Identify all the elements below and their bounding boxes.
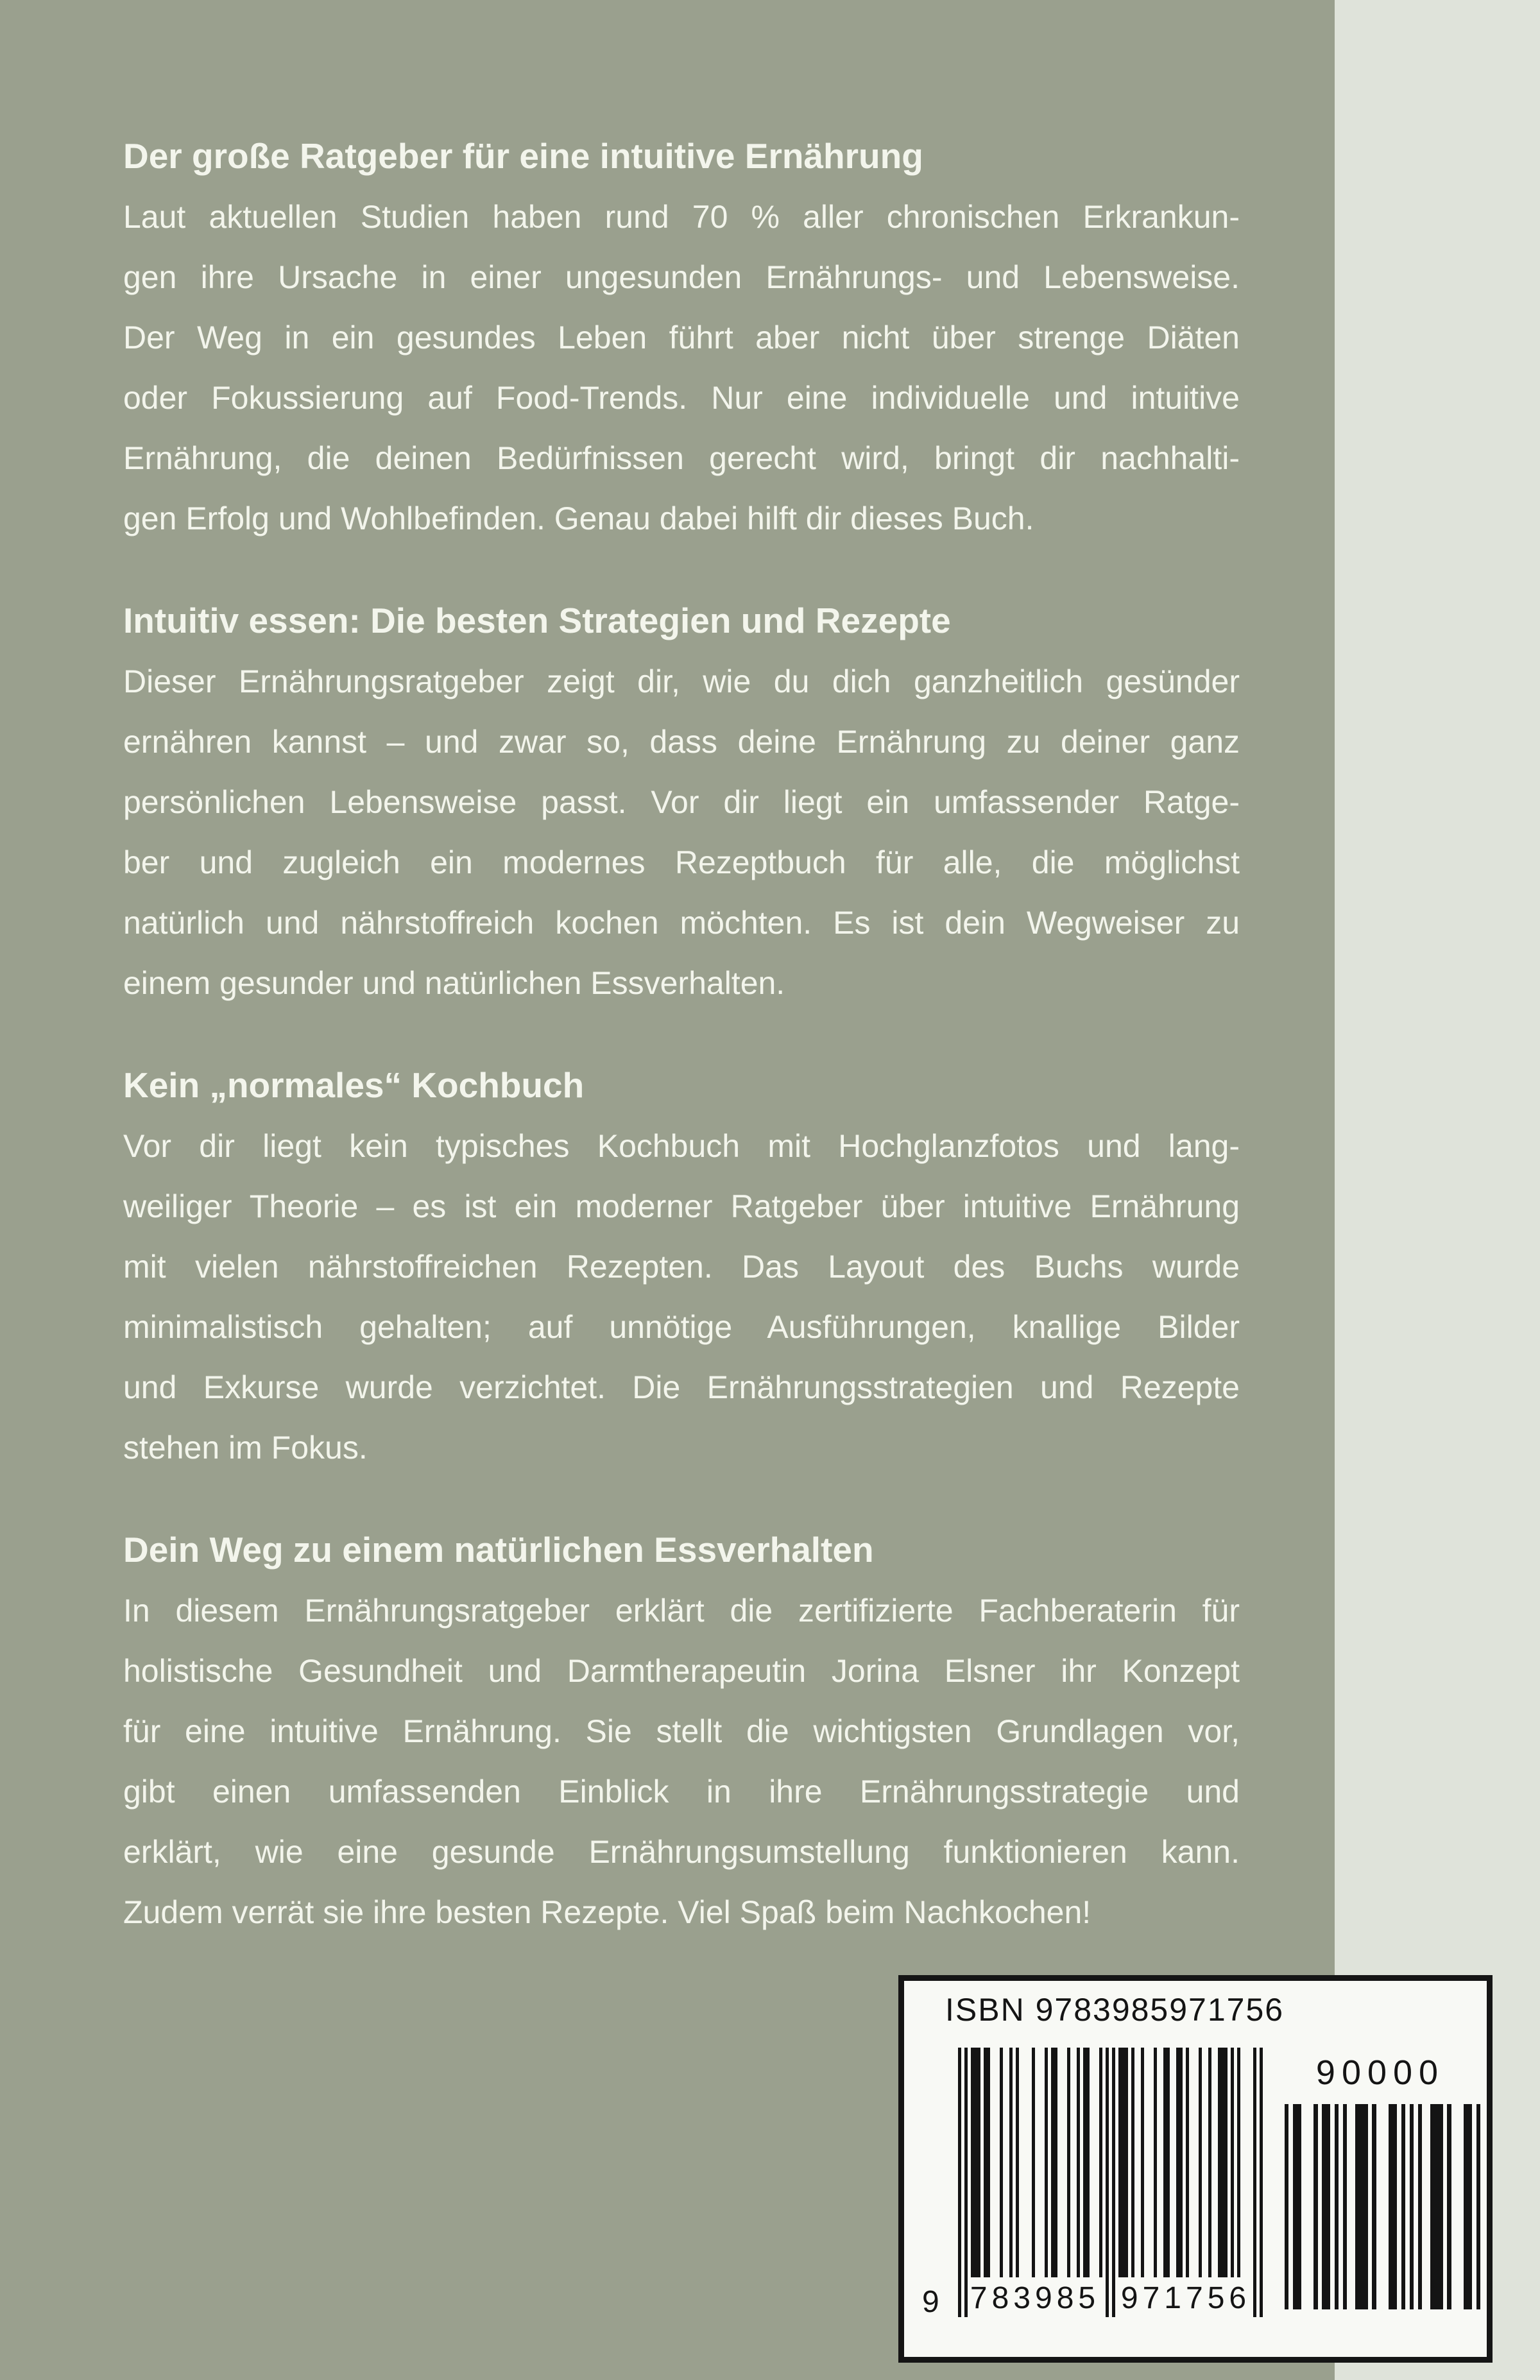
body-line: Dieser Ernährungsratgeber zeigt dir, wie du dich ganzheitlich gesünder xyxy=(123,663,1240,699)
section-strategien xyxy=(123,590,1240,1013)
body-line: persönlichen Lebensweise passt. Vor dir liegt ein umfassender Ratge- xyxy=(123,784,1240,820)
body-line: Zudem verrät sie ihre besten Rezepte. Viel Spaß beim Nachkochen! xyxy=(123,1894,1091,1930)
body-line: weiliger Theorie – es ist ein moderner Ratgeber über intuitive Ernährung xyxy=(123,1188,1240,1224)
body-line: Der Weg in ein gesundes Leben führt aber nicht über strenge Diäten xyxy=(123,320,1240,355)
section-intro xyxy=(123,125,1240,549)
section-heading: Intuitiv essen: Die besten Strategien und Rezepte xyxy=(123,601,951,640)
isbn-label: ISBN 9783985971756 xyxy=(945,1992,1285,2028)
body-line: ber und zugleich ein modernes Rezeptbuch für alle, die möglichst xyxy=(123,844,1240,880)
ean13-barcode xyxy=(922,2048,1263,2319)
body-line: gibt einen umfassenden Einblick in ihre Ernährungsstrategie und xyxy=(123,1774,1240,1810)
body-line: holistische Gesundheit und Darmtherapeutin Jorina Elsner ihr Konzept xyxy=(123,1653,1240,1689)
body-line: stehen im Fokus. xyxy=(123,1430,368,1466)
section-heading: Der große Ratgeber für eine intuitive Ernährung xyxy=(123,136,923,176)
ean5-addon-barcode xyxy=(1280,2053,1480,2309)
back-cover-text xyxy=(123,125,1240,1942)
body-line: gen Erfolg und Wohlbefinden. Genau dabei hilft dir dieses Buch. xyxy=(123,501,1034,536)
body-line: und Exkurse wurde verzichtet. Die Ernährungsstrategien und Rezepte xyxy=(123,1369,1240,1405)
body-line: mit vielen nährstoffreichen Rezepten. Das Layout des Buchs wurde xyxy=(123,1249,1240,1285)
section-kochbuch xyxy=(123,1054,1240,1478)
body-line: oder Fokussierung auf Food-Trends. Nur eine individuelle und intuitive xyxy=(123,380,1240,416)
section-heading: Kein „normales“ Kochbuch xyxy=(123,1065,585,1105)
ean5-addon-label: 90000 xyxy=(1315,2053,1445,2092)
body-line: Ernährung, die deinen Bedürfnissen gerecht wird, bringt dir nachhalti- xyxy=(123,440,1240,476)
barcode-digit-left: 9 xyxy=(922,2285,939,2319)
body-line: ernähren kannst – und zwar so, dass deine Ernährung zu deiner ganz xyxy=(123,724,1240,760)
body-line: Vor dir liegt kein typisches Kochbuch mit Hochglanzfotos und lang- xyxy=(123,1128,1240,1164)
body-line: Laut aktuellen Studien haben rund 70 % aller chronischen Erkrankun- xyxy=(123,199,1240,235)
body-line: natürlich und nährstoffreich kochen möchten. Es ist dein Wegweiser zu xyxy=(123,905,1240,941)
body-line: gen ihre Ursache in einer ungesunden Ernährungs- und Lebensweise. xyxy=(123,259,1240,295)
ean5-bars xyxy=(1280,2104,1480,2309)
body-line: In diesem Ernährungsratgeber erklärt die zertifizierte Fachberaterin für xyxy=(123,1593,1240,1629)
barcode-digits-group2: 971756 xyxy=(1118,2277,1253,2317)
barcode-box xyxy=(898,1975,1493,2363)
body-line: minimalistisch gehalten; auf unnötige Ausführungen, knallige Bilder xyxy=(123,1309,1240,1345)
body-line: einem gesunder und natürlichen Essverhalten. xyxy=(123,965,785,1001)
section-heading: Dein Weg zu einem natürlichen Essverhalten xyxy=(123,1530,874,1570)
barcode-digits-group1: 783985 xyxy=(968,2277,1102,2317)
body-line: erklärt, wie eine gesunde Ernährungsumstellung funktionieren kann. xyxy=(123,1834,1240,1870)
section-essverhalten xyxy=(123,1519,1240,1942)
body-line: für eine intuitive Ernährung. Sie stellt die wichtigsten Grundlagen vor, xyxy=(123,1713,1240,1749)
